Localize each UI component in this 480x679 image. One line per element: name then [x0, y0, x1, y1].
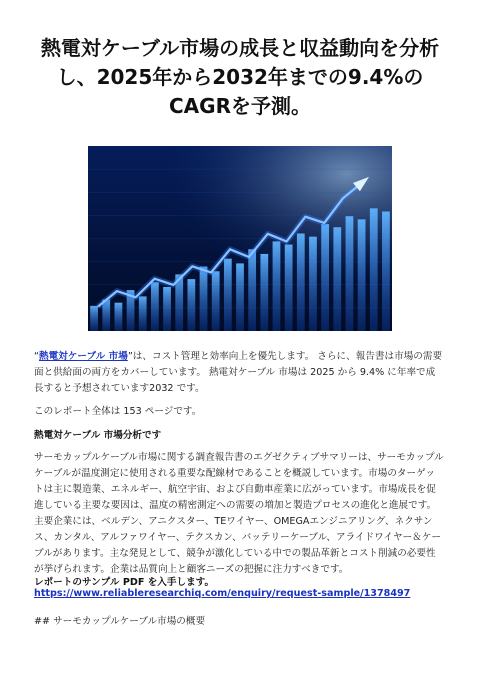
hero-bar: [151, 282, 159, 331]
hero-bar: [236, 263, 244, 331]
intro-text: ”は、コスト管理と効率向上を優先します。 さらに、報告書は市場の需要面と供給面の両方をカバーしています。 熱電対ケーブル 市場は 2025 から 9.4% に年率で成長すると予想されています2032 です。: [34, 351, 443, 394]
hero-bar: [370, 208, 378, 331]
hero-bar: [297, 234, 305, 331]
page-title: 熱電対ケーブル市場の成長と収益動向を分析し、2025年から2032年までの9.4%のCAGRを予測。: [40, 36, 440, 118]
open-quote: “: [34, 351, 39, 362]
intro-paragraph: [34, 349, 444, 397]
sample-label: レポートのサンプル PDF を入手します。: [34, 577, 215, 588]
hero-bar: [273, 241, 281, 331]
hero-bar: [139, 296, 147, 331]
analysis-heading: 熱電対ケーブル 市場分析です: [34, 430, 162, 441]
hero-bar: [260, 254, 268, 331]
hero-bar: [382, 211, 390, 331]
sample-link[interactable]: https://www.reliableresearchiq.com/enquiry/request-sample/1378497: [34, 588, 411, 599]
growth-chart-image: [88, 146, 392, 331]
hero-bar: [224, 259, 232, 331]
hero-bar: [321, 224, 329, 331]
hero-bar: [309, 237, 317, 331]
hero-bar: [163, 287, 171, 331]
hero-bar: [187, 279, 195, 331]
hero-bar: [358, 219, 366, 331]
overview-heading: ## サーモカップルケーブル市場の概要: [34, 616, 206, 627]
sample-paragraph: [34, 577, 444, 599]
hero-bar: [212, 271, 220, 331]
hero-image: [88, 146, 392, 331]
hero-bar: [200, 267, 208, 331]
market-link[interactable]: 熱電対ケーブル 市場: [38, 351, 128, 362]
hero-bar: [333, 227, 341, 331]
hero-bar: [90, 306, 98, 331]
hero-bar: [248, 249, 256, 331]
analysis-paragraph: サーモカップルケーブル市場に関する調査報告書のエグゼクティブサマリーは、サーモカップルケーブルが温度測定に使用される重要な配線材であることを概説しています。市場のターゲットは主に製造業、エネルギー、航空宇宙、および自動車産業に広がっています。市場成長を促進している主要な要因は、温度の精密測定への需要の増加と製造プロセスの進化と進展です。主要企業には、ベルデン、アニクスター、TEワイヤー、OMEGAエンジニアリング、ネクサンス、カンタル、アルファワイヤー、テクスカン、バッテリーケーブル、アライドワイヤー＆ケーブルがあります。主な発見として、競争が激化している中での製品革新とコスト削減の必要性が挙げられます。企業は品質向上と顧客ニーズの把握に注力すべきです。: [34, 452, 444, 575]
hero-bar: [285, 245, 293, 331]
hero-bar: [346, 216, 354, 331]
pages-note: このレポート全体は 153 ページです。: [34, 406, 202, 417]
hero-bar: [115, 303, 123, 331]
